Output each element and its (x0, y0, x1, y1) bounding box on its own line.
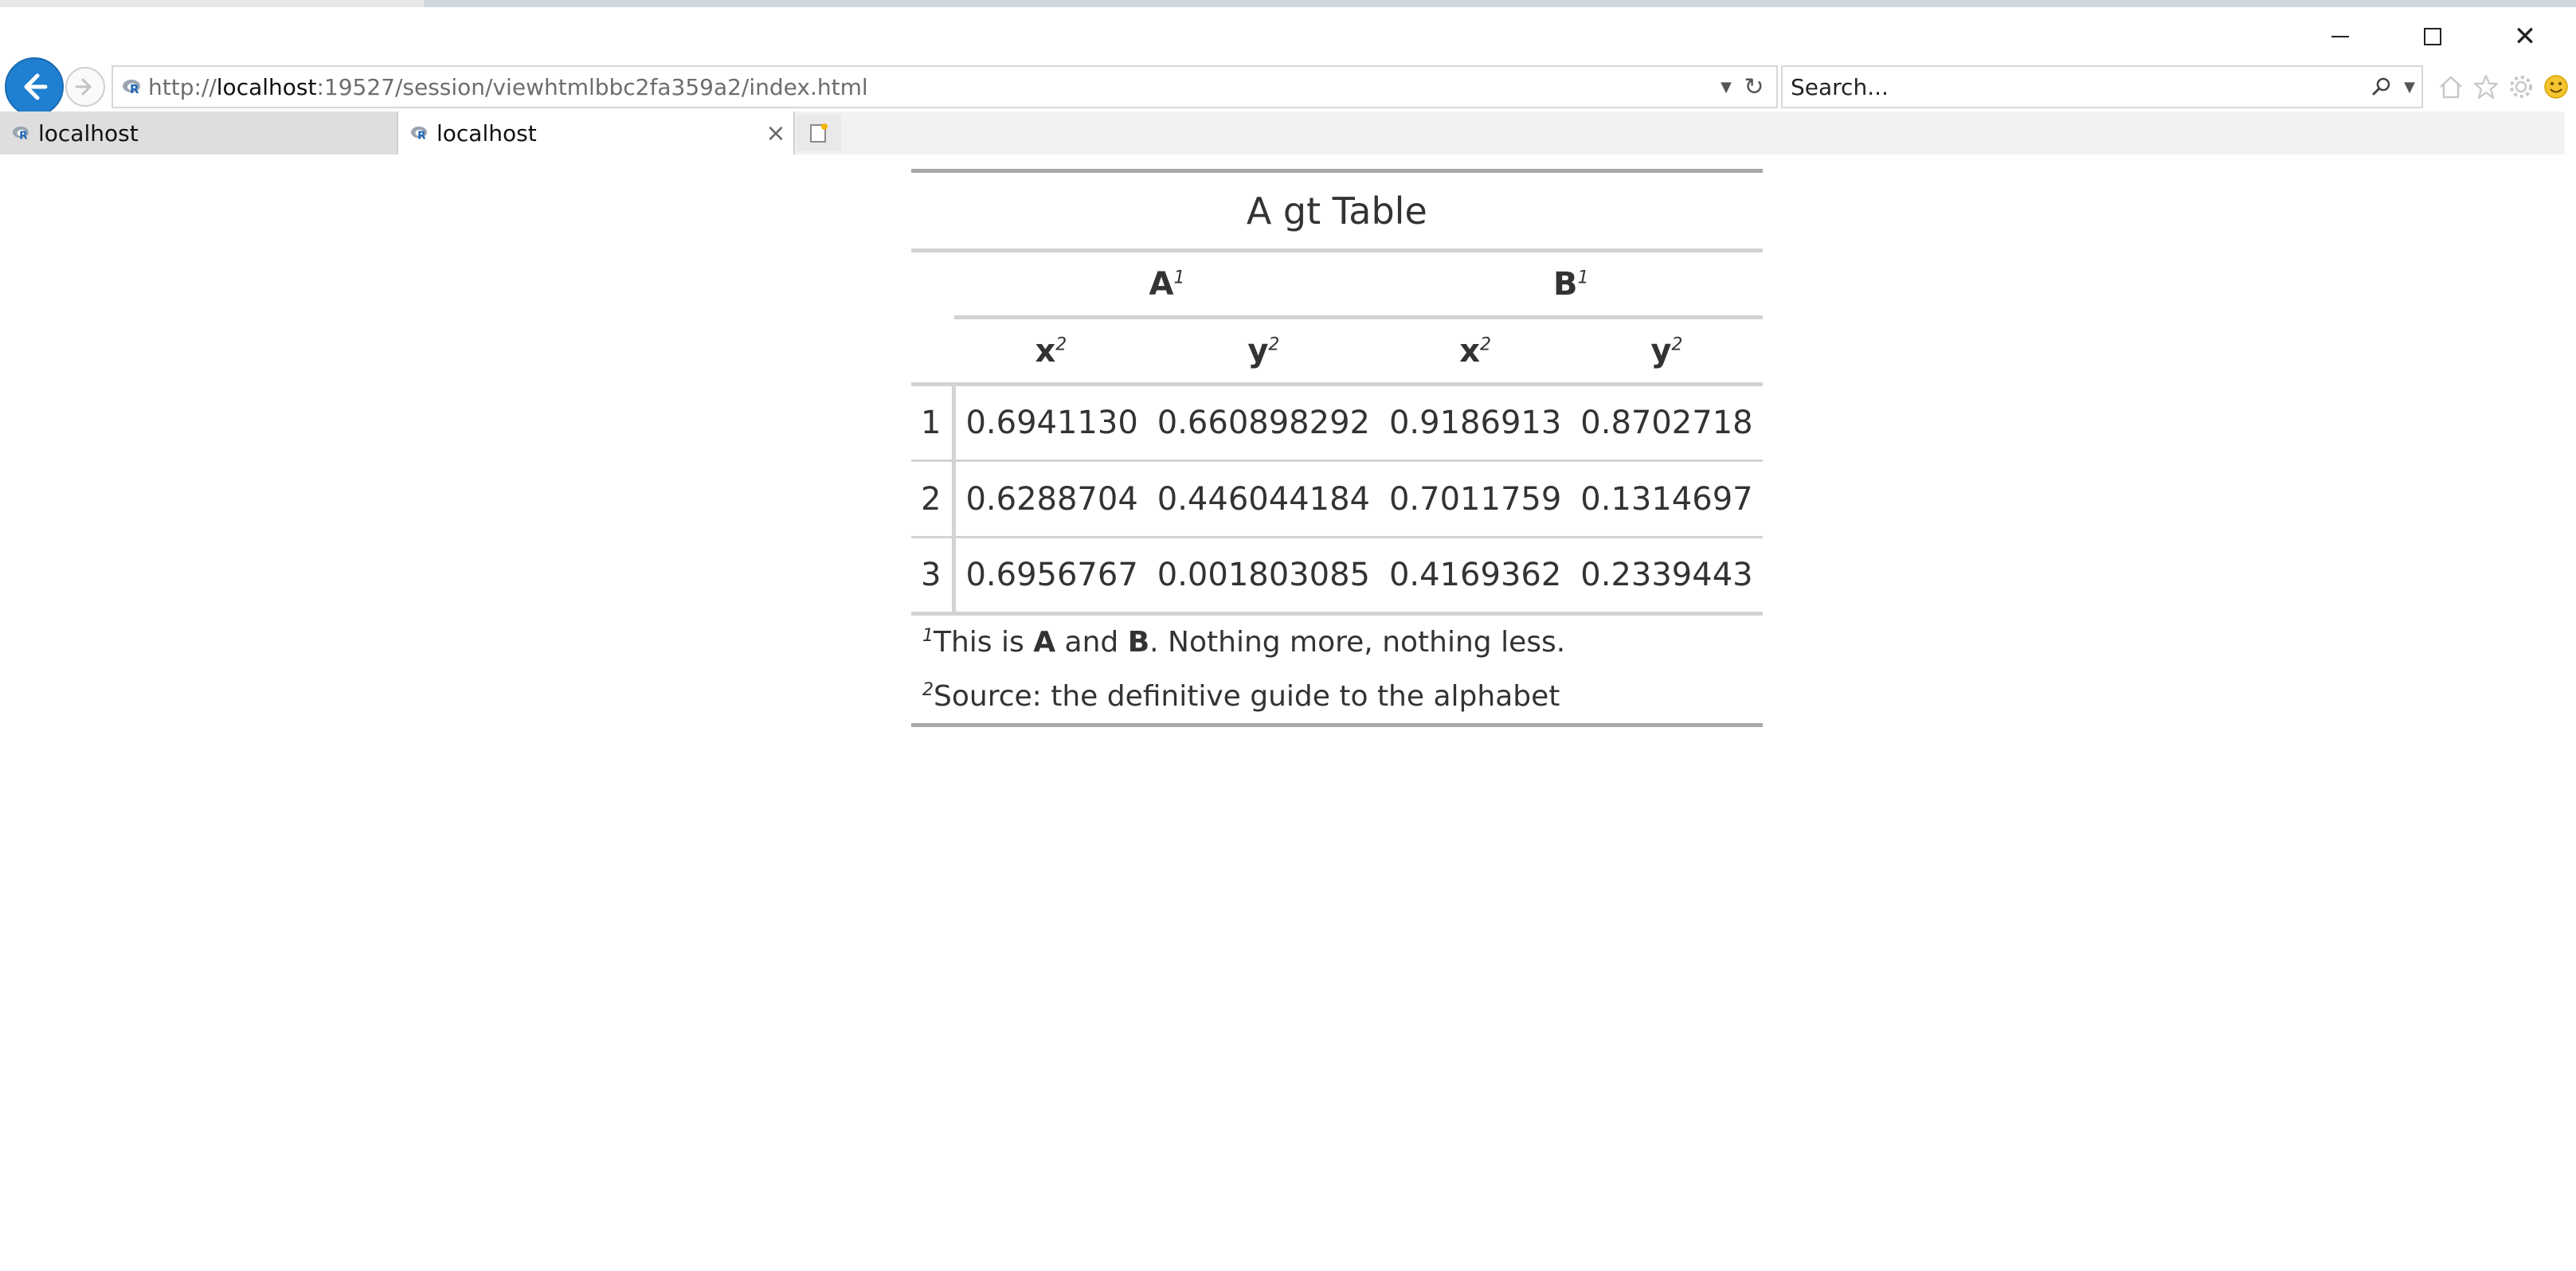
footnote-mark: 1 (1173, 268, 1185, 288)
svg-text:R: R (130, 82, 139, 96)
search-dropdown-icon[interactable]: ▼ (2404, 78, 2415, 96)
search-box[interactable] (1781, 65, 2423, 108)
site-favicon-icon (409, 123, 429, 143)
column-header-b-x: x$^2$ (1380, 318, 1571, 385)
footnote-mark: 2 (1268, 334, 1280, 355)
tab-label: localhost (38, 119, 139, 147)
column-header-stub (911, 318, 954, 385)
footnote-2: $^2$Source: the definitive guide to the alphabet (922, 679, 1560, 713)
search-icon[interactable] (2366, 71, 2398, 103)
site-favicon-icon (121, 76, 142, 97)
close-icon: ✕ (2513, 21, 2537, 53)
stubhead (911, 251, 954, 318)
table-cell: 0.6941130 (954, 385, 1148, 461)
footnote-mark: 1 (1577, 268, 1589, 288)
address-bar[interactable] (112, 65, 1778, 108)
footnote-mark: 2 (922, 679, 934, 700)
table-cell: 0.001803085 (1148, 538, 1380, 614)
row-stub: 2 (911, 461, 954, 538)
close-tab-icon[interactable]: × (765, 119, 786, 147)
column-header-a-y: y$^2$ (1148, 318, 1380, 385)
table-row (911, 538, 1763, 614)
close-window-button[interactable] (2485, 14, 2565, 59)
minimize-icon (2331, 36, 2349, 37)
table-cell: 0.446044184 (1148, 461, 1380, 538)
footnote-1: $^1$This is A and B. Nothing more, nothing less. (922, 626, 1566, 659)
loading-progress-bar (0, 0, 2576, 8)
spanner-b: B$^1$ (1380, 251, 1763, 318)
footnote-mark: 2 (1055, 334, 1067, 355)
column-header-a-x: x$^2$ (954, 318, 1148, 385)
minimize-button[interactable] (2300, 14, 2380, 59)
table-row (911, 385, 1763, 461)
site-favicon-icon (11, 123, 30, 143)
row-stub: 1 (911, 385, 954, 461)
back-button[interactable] (5, 57, 64, 116)
maximize-button[interactable] (2393, 14, 2472, 59)
tab-localhost-1[interactable] (0, 111, 397, 154)
table-cell: 0.6288704 (954, 461, 1148, 538)
table-cell: 0.9186913 (1380, 385, 1571, 461)
table-cell: 0.7011759 (1380, 461, 1571, 538)
table-row (911, 461, 1763, 538)
gt-table (911, 169, 1763, 727)
table-cell: 0.1314697 (1571, 461, 1762, 538)
footnote-mark: 1 (922, 626, 934, 647)
feedback-smiley-icon[interactable] (2541, 72, 2571, 102)
footnote-mark: 2 (1671, 334, 1683, 355)
url-text[interactable]: http://localhost:19527/session/viewhtmlbbc2fa359a2/index.html (148, 73, 868, 100)
refresh-icon[interactable]: ↻ (1744, 72, 1764, 101)
maximize-icon (2424, 28, 2441, 45)
table-cell: 0.6956767 (954, 538, 1148, 614)
new-tab-button[interactable] (797, 115, 841, 151)
tab-label: localhost (437, 119, 537, 147)
table-cell: 0.660898292 (1148, 385, 1380, 461)
spanner-a: A$^1$ (954, 251, 1380, 318)
tab-localhost-2[interactable] (397, 111, 795, 154)
svg-text:R: R (19, 129, 28, 141)
row-stub: 3 (911, 538, 954, 614)
column-header-b-y: y$^2$ (1571, 318, 1762, 385)
table-title: A gt Table (911, 171, 1763, 251)
home-icon[interactable] (2436, 72, 2466, 102)
address-dropdown-icon[interactable]: ▼ (1721, 78, 1732, 96)
table-cell: 0.8702718 (1571, 385, 1762, 461)
forward-button[interactable] (65, 67, 105, 107)
toolbar-icons (2436, 68, 2571, 105)
favorites-star-icon[interactable] (2471, 72, 2501, 102)
settings-gear-icon[interactable] (2506, 72, 2536, 102)
tab-strip (0, 111, 2565, 154)
forward-arrow-icon (73, 75, 97, 99)
new-tab-icon (808, 122, 829, 144)
footnote-mark: 2 (1480, 334, 1492, 355)
svg-text:R: R (417, 129, 426, 141)
search-input[interactable] (1783, 73, 2366, 101)
back-arrow-icon (17, 69, 52, 104)
gt-table-container (911, 169, 1753, 727)
table-cell: 0.2339443 (1571, 538, 1762, 614)
table-cell: 0.4169362 (1380, 538, 1571, 614)
